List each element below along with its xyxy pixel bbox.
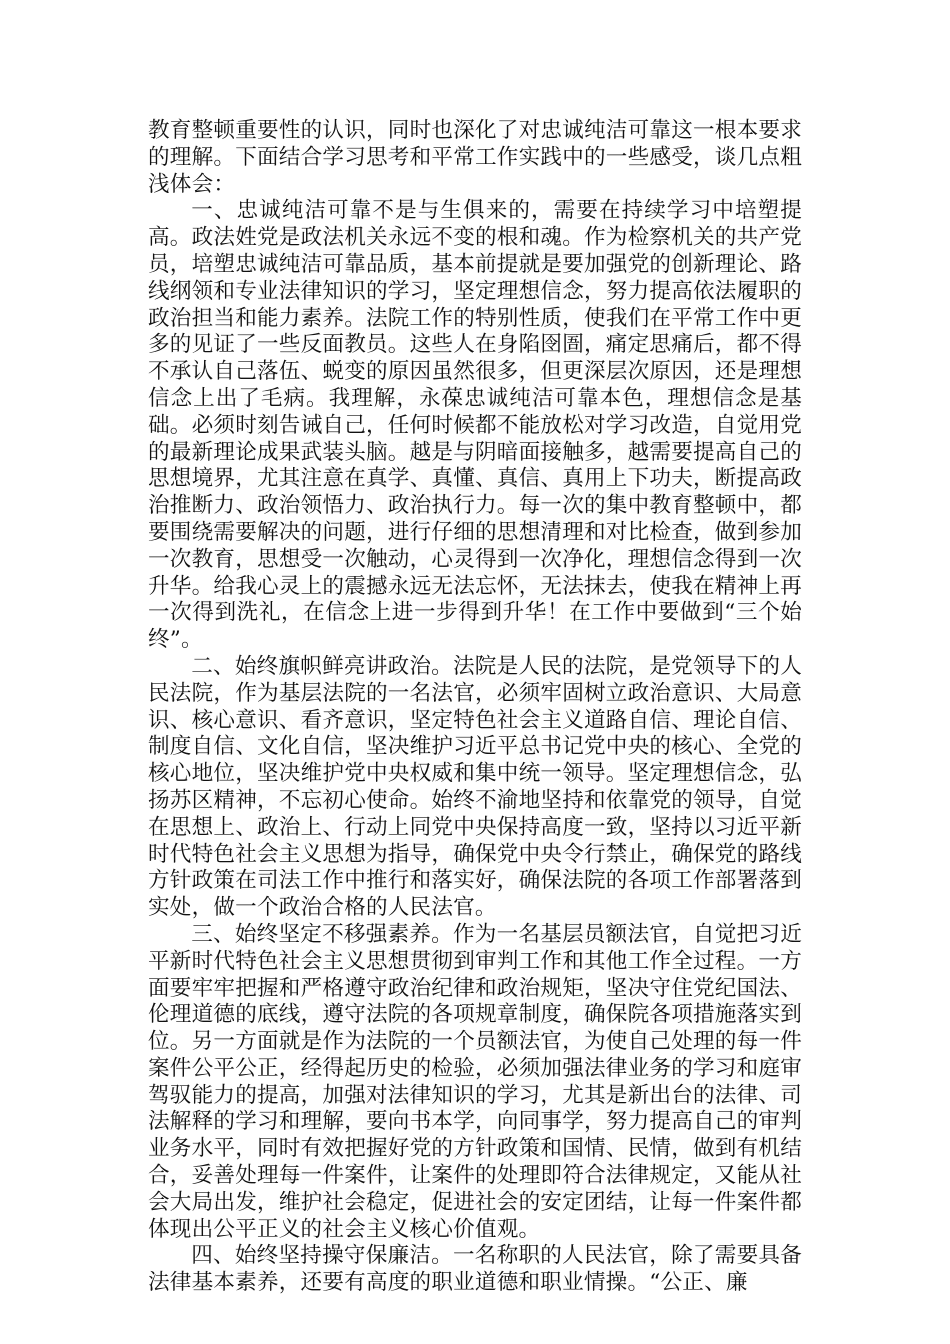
- paragraph-section-2: 二、始终旗帜鲜亮讲政治。法院是人民的法院，是党领导下的人民法院，作为基层法院的一名法官，必须牢固树立政治意识、大局意识、核心意识、看齐意识，坚定特色社会主义道路自信、理论自信、制度自信、文化自信，坚决维护习近平总书记党中央的核心、全党的核心地位，坚决维护党中央权威和集中统一领导。坚定理想信念，弘扬苏区精神，不忘初心使命。始终不渝地坚持和依靠党的领导，自觉在思想上、政治上、行动上同党中央保持高度一致，坚持以习近平新时代特色社会主义思想为指导，确保党中央令行禁止，确保党的路线方针政策在司法工作中推行和落实好，确保法院的各项工作部署落到实处，做一个政治合格的人民法官。: [148, 653, 802, 921]
- paragraph-intro: 教育整顿重要性的认识，同时也深化了对忠诚纯洁可靠这一根本要求的理解。下面结合学习思考和平常工作实践中的一些感受，谈几点粗浅体会：: [148, 118, 802, 197]
- paragraph-section-4: 四、始终坚持操守保廉洁。一名称职的人民法官，除了需要具备法律基本素养，还要有高度的职业道德和职业情操。“公正、廉: [148, 1243, 802, 1296]
- paragraph-section-3: 三、始终坚定不移强素养。作为一名基层员额法官，自觉把习近平新时代特色社会主义思想贯彻到审判工作和其他工作全过程。一方面要牢牢把握和严格遵守政治纪律和政治规矩，坚决守住党纪国法、伦理道德的底线，遵守法院的各项规章制度，确保院各项措施落实到位。另一方面就是作为法院的一个员额法官，为使自己处理的每一件案件公平公正，经得起历史的检验，必须加强法律业务的学习和庭审驾驭能力的提高，加强对法律知识的学习，尤其是新出台的法律、司法解释的学习和理解，要向书本学，向同事学，努力提高自己的审判业务水平，同时有效把握好党的方针政策和国情、民情，做到有机结合，妥善处理每一件案件，让案件的处理即符合法律规定，又能从社会大局出发，维护社会稳定，促进社会的安定团结，让每一件案件都体现出公平正义的社会主义核心价值观。: [148, 921, 802, 1242]
- document-body: [148, 118, 802, 1297]
- paragraph-section-1: 一、忠诚纯洁可靠不是与生俱来的，需要在持续学习中培塑提高。政法姓党是政法机关永远不变的根和魂。作为检察机关的共产党员，培塑忠诚纯洁可靠品质，基本前提就是要加强党的创新理论、路线纲领和专业法律知识的学习，坚定理想信念，努力提高依法履职的政治担当和能力素养。法院工作的特别性质，使我们在平常工作中更多的见证了一些反面教员。这些人在身陷囹圄，痛定思痛后，都不得不承认自己落伍、蜕变的原因虽然很多，但更深层次原因，还是理想信念上出了毛病。我理解，永葆忠诚纯洁可靠本色，理想信念是基础。必须时刻告诫自己，任何时候都不能放松对学习改造，自觉用党的最新理论成果武装头脑。越是与阴暗面接触多，越需要提高自己的思想境界，尤其注意在真学、真懂、真信、真用上下功夫，断提高政治推断力、政治领悟力、政治执行力。每一次的集中教育整顿中，都要围绕需要解决的问题，进行仔细的思想清理和对比检查，做到参加一次教育，思想受一次触动，心灵得到一次净化，理想信念得到一次升华。给我心灵上的震撼永远无法忘怀，无法抹去，使我在精神上再一次得到洗礼，在信念上进一步得到升华！在工作中要做到“三个始终”。: [148, 198, 802, 653]
